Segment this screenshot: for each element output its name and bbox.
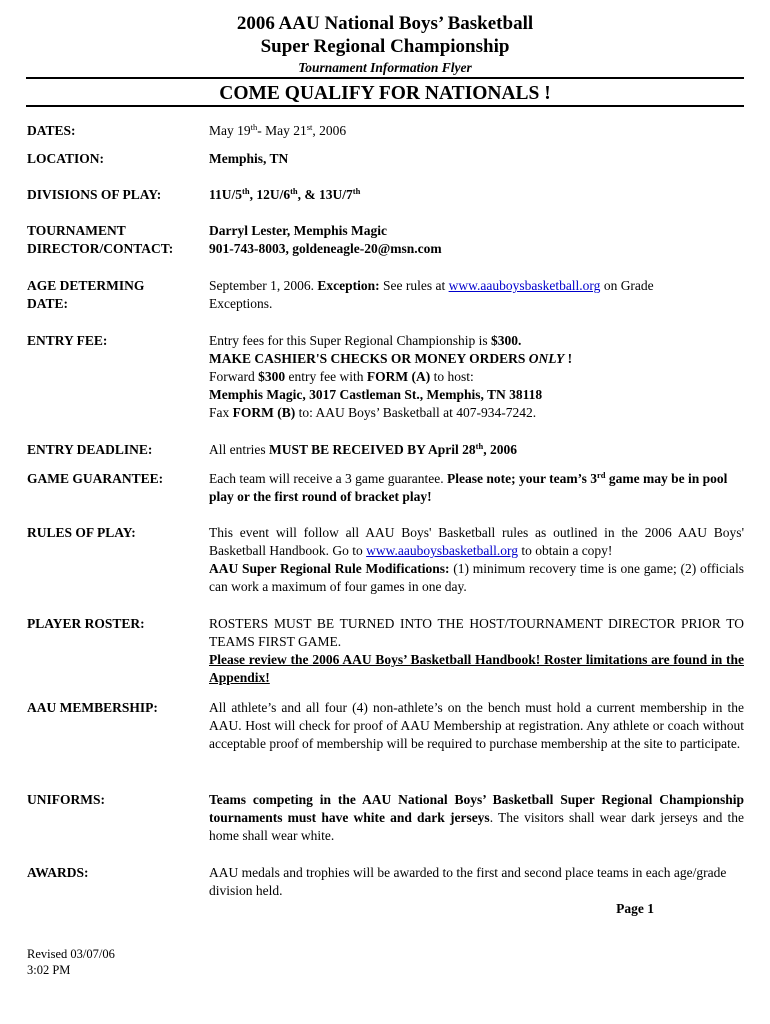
game-guarantee-label: GAME GUARANTEE: [27,471,164,486]
rules-website-link[interactable]: www.aauboysbasketball.org [448,278,601,293]
membership-label: AAU MEMBERSHIP: [27,700,158,715]
divisions-label: DIVISIONS OF PLAY: [27,187,162,202]
document-title: 2006 AAU National Boys’ Basketball [236,13,534,34]
top-divider [26,77,744,79]
dates-label: DATES: [27,123,76,138]
handbook-link[interactable]: www.aauboysbasketball.org [366,543,518,558]
divisions-value: 11U/5th, 12U/6th, & 13U/7th [209,186,361,202]
awards-value: AAU medals and trophies will be awarded to the first and second place teams in each age/grade division held. [209,865,727,898]
awards-label: AWARDS: [27,865,89,880]
director-label: TOURNAMENT DIRECTOR/CONTACT: [27,223,174,256]
membership-value: All athlete’s and all four (4) non-athlete’s on the bench must hold a current membership in the AAU. Host will check for proof of AAU Membership at registration. Any athlete or coach without acceptable proof of membership will be required to purchase membership at the site to participate. [209,700,744,751]
player-roster-value: ROSTERS MUST BE TURNED INTO THE HOST/TOURNAMENT DIRECTOR PRIOR TO TEAMS FIRST GAME. Please review the 2006 AAU Boys’ Basketball Handbook! Roster limitations are found in the Appendix! [209,616,744,685]
flyer-caption: Tournament Information Flyer [298,60,472,75]
director-value: Darryl Lester, Memphis Magic 901-743-8003, goldeneagle-20@msn.com [209,223,442,256]
entry-fee-value: Entry fees for this Super Regional Championship is $300. MAKE CASHIER'S CHECKS OR MONEY ORDERS ONLY ! Forward $300 entry fee with FORM (A) to host: Memphis Magic, 3017 Castleman St., Memphis, TN 38118 Fax FORM (B) to: AAU Boys’ Basketball at 407-934-7242. [209,333,573,420]
page-number: Page 1 [616,901,654,916]
banner-divider [26,105,744,107]
game-guarantee-value: Each team will receive a 3 game guarantee. Please note; your team’s 3rd game may be in pool play or the first round of bracket play! [209,470,728,504]
rules-of-play-label: RULES OF PLAY: [27,525,136,540]
uniforms-label: UNIFORMS: [27,792,105,807]
revision-stamp: Revised 03/07/06 3:02 PM [27,947,115,977]
location-value: Memphis, TN [209,151,289,166]
rules-of-play-value: This event will follow all AAU Boys' Basketball rules as outlined in the 2006 AAU Boys' Basketball Handbook. Go to www.aauboysbasketball.org to obtain a copy! AAU Super Regional Rule Modifications: (1) minimum recovery time is one game; (2) officials can work a maximum of four games in one day. [209,525,744,594]
dates-value: May 19th- May 21st, 2006 [209,122,347,138]
entry-deadline-value: All entries MUST BE RECEIVED BY April 28th, 2006 [209,441,517,457]
player-roster-label: PLAYER ROSTER: [27,616,145,631]
entry-deadline-label: ENTRY DEADLINE: [27,442,153,457]
age-determining-value: September 1, 2006. Exception: See rules at www.aauboysbasketball.org on Grade Exceptions. [209,278,654,311]
uniforms-value: Teams competing in the AAU National Boys’ Basketball Super Regional Championship tournaments must have white and dark jerseys. The visitors shall wear dark jerseys and the home shall wear white. [209,792,744,843]
entry-fee-label: ENTRY FEE: [27,333,108,348]
age-determining-label: AGE DETERMING DATE: [27,278,145,311]
document-subtitle-championship: Super Regional Championship [260,36,510,57]
location-label: LOCATION: [27,151,105,166]
banner-heading: COME QUALIFY FOR NATIONALS ! [219,83,551,104]
